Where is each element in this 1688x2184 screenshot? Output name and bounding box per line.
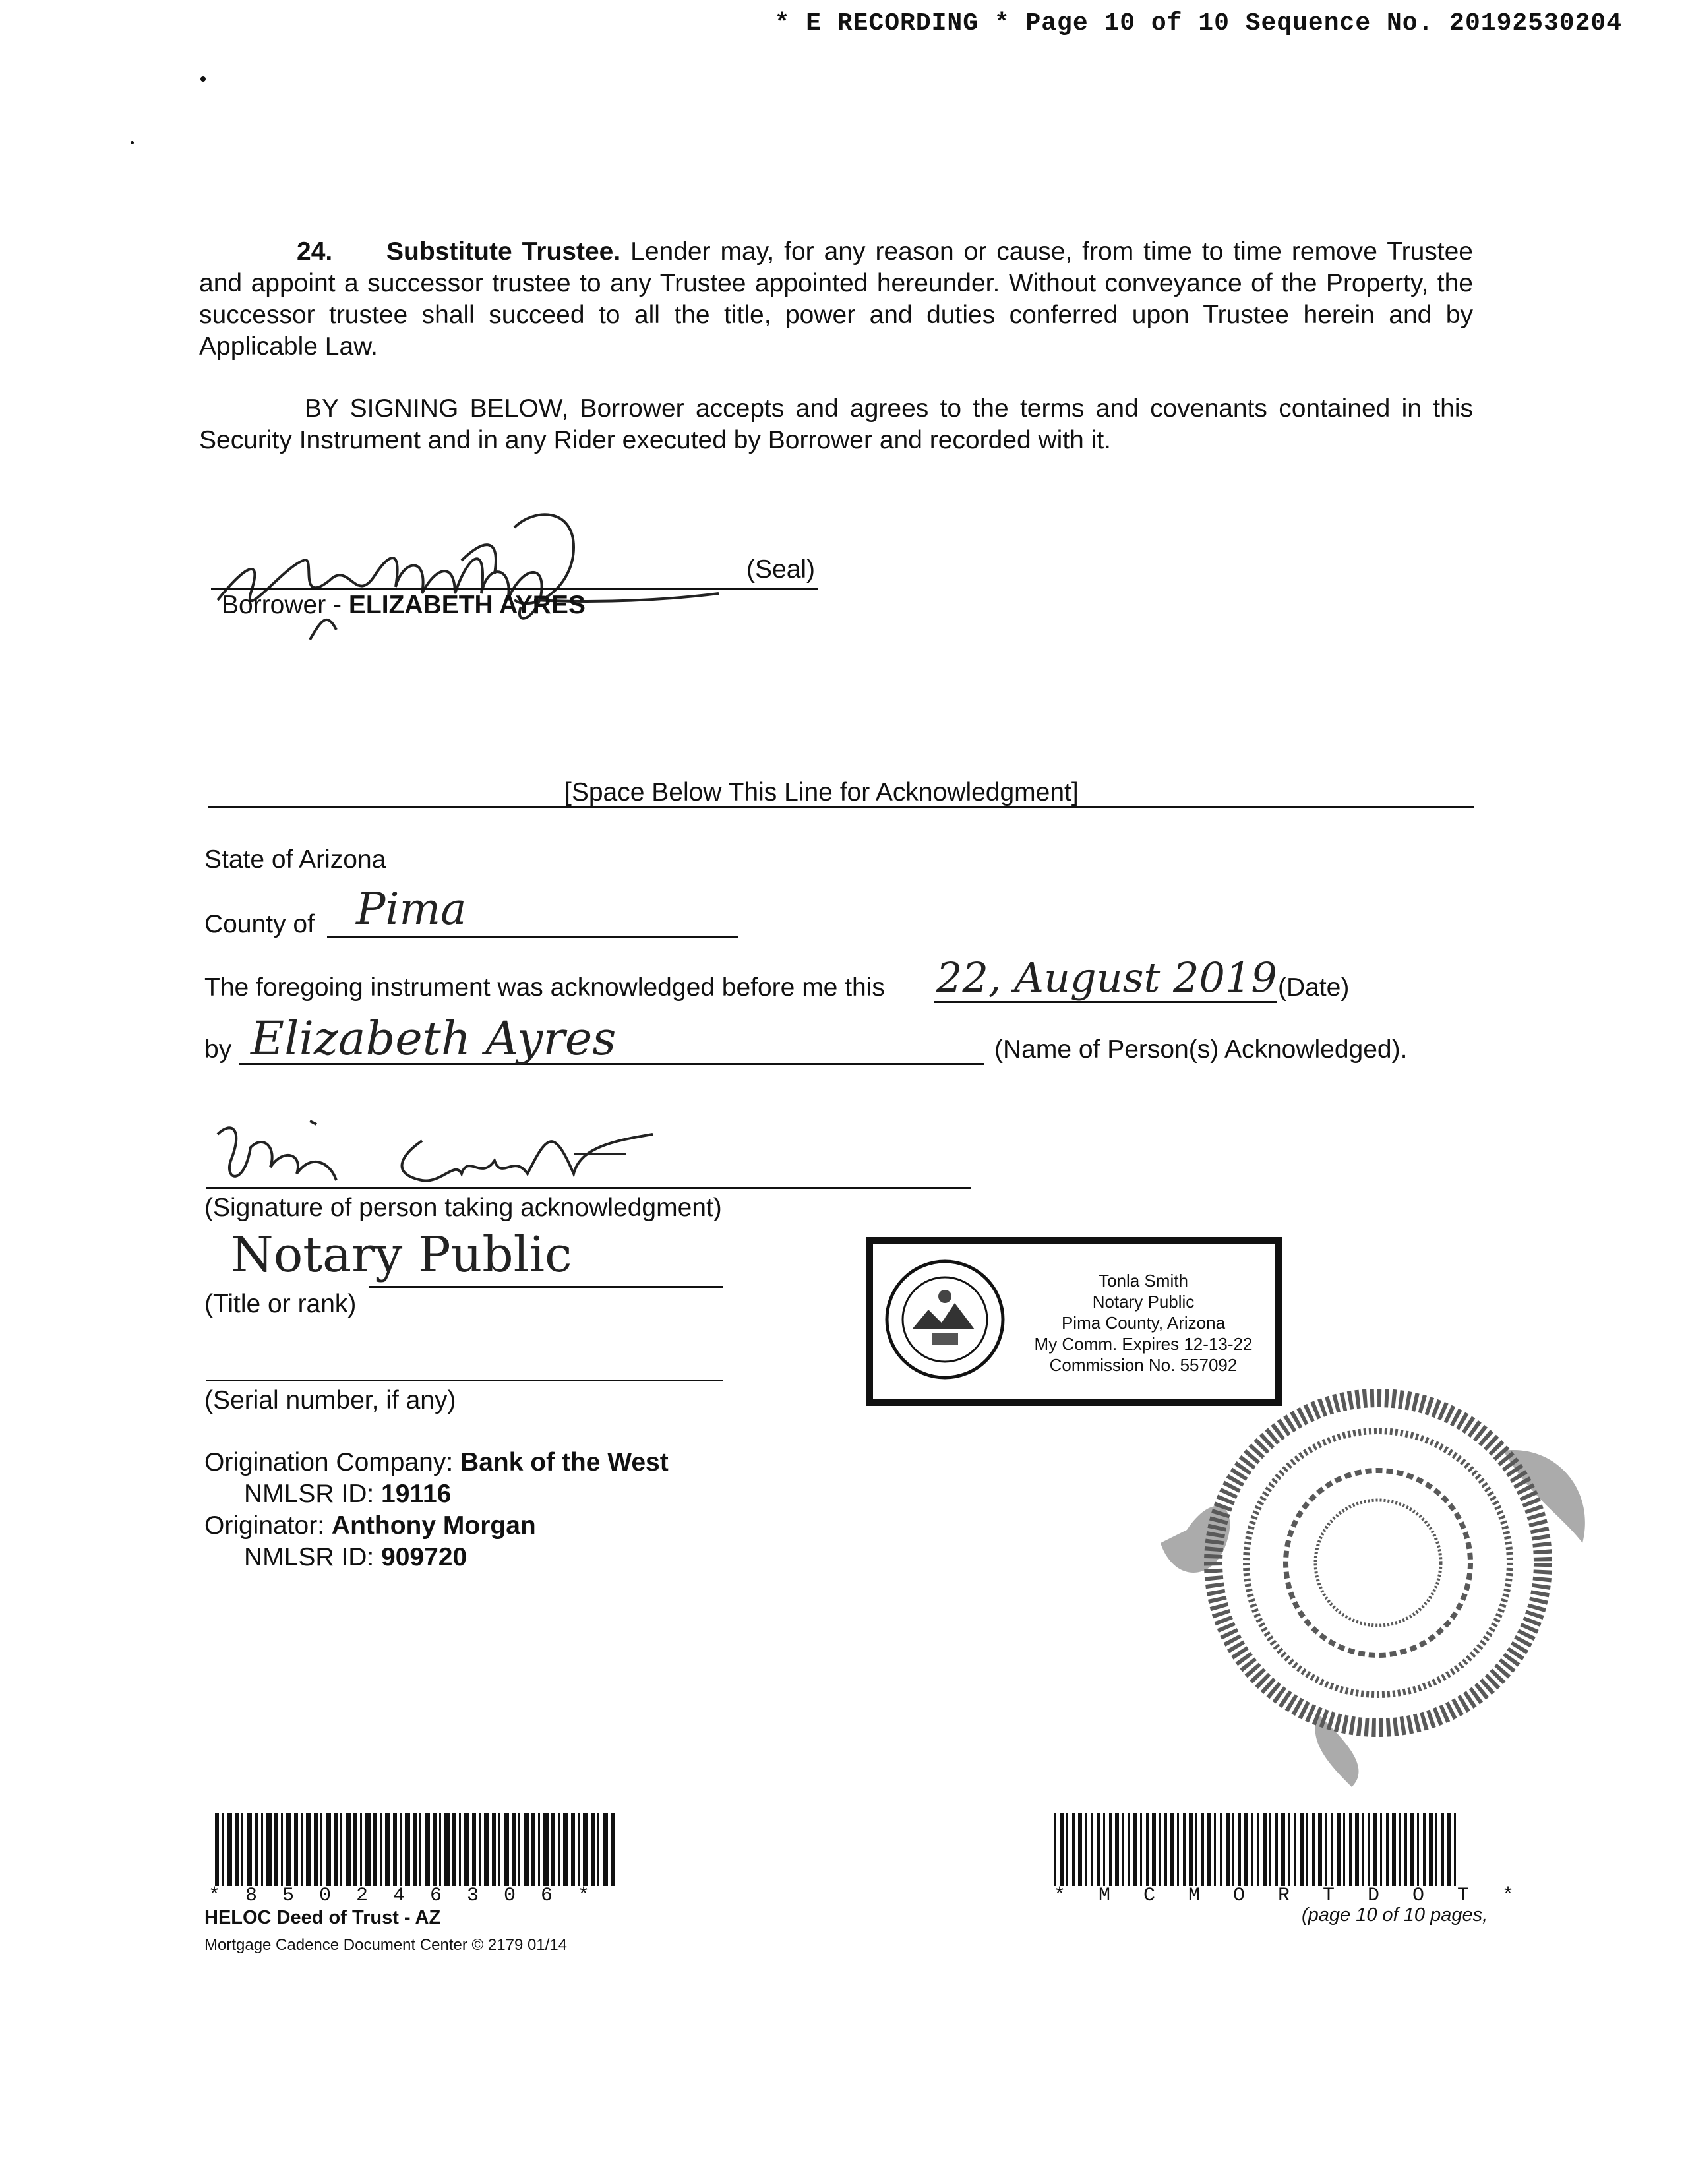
originator-nmlsr-value: 909720	[381, 1543, 467, 1571]
person-handwritten: Elizabeth Ayres	[251, 1012, 617, 1066]
origination-company-nmlsr-row	[244, 1480, 451, 1509]
originator-value: Anthony Morgan	[331, 1511, 536, 1540]
origination-company-row	[204, 1448, 669, 1477]
company-nmlsr-value: 19116	[381, 1480, 452, 1508]
state-line: State of Arizona	[204, 845, 386, 874]
company-nmlsr-label: NMLSR ID:	[244, 1480, 375, 1508]
form-source: Mortgage Cadence Document Center © 2179 01/14	[204, 1936, 568, 1954]
originator-nmlsr-label: NMLSR ID:	[244, 1543, 375, 1571]
notary-signature	[204, 1108, 679, 1194]
person-label: (Name of Person(s) Acknowledged).	[994, 1035, 1408, 1064]
title-handwritten: Notary Public	[231, 1227, 572, 1283]
title-line	[369, 1286, 723, 1288]
form-name: HELOC Deed of Trust - AZ	[204, 1907, 441, 1928]
notary-county: Pima County, Arizona	[1061, 1313, 1226, 1333]
originator-label: Originator:	[204, 1511, 325, 1540]
section-number: 24.	[297, 237, 333, 266]
title-label: (Title or rank)	[204, 1290, 357, 1318]
notary-title: Notary Public	[1092, 1292, 1195, 1312]
notary-embossed-seal	[1134, 1345, 1622, 1794]
arizona-state-seal-icon	[882, 1257, 1008, 1382]
county-label: County of	[204, 910, 315, 938]
origination-company-label: Origination Company:	[204, 1448, 454, 1476]
notary-signature-line	[206, 1187, 971, 1189]
recording-header: * E RECORDING * Page 10 of 10 Sequence No. 20192530204	[774, 9, 1622, 38]
signature-label: (Signature of person taking acknowledgment)	[204, 1194, 722, 1222]
borrower-label	[222, 591, 586, 620]
page-note: (page 10 of 10 pages,	[1302, 1904, 1488, 1926]
notary-name: Tonla Smith	[1099, 1271, 1188, 1290]
section-title: Substitute Trustee.	[386, 237, 621, 266]
section-24-paragraph	[199, 236, 1473, 363]
scan-speck	[131, 141, 134, 144]
section-body: Lender may, for any reason or cause, from time to time remove Trustee and appoint a successor trustee to any Trustee appointed hereunder. Without conveyance of the Property, the successor trustee shall succeed to all the title, power and duties conferred upon Trustee herein and by Applicable Law.	[199, 237, 1473, 361]
notary-commission: Commission No. 557092	[1049, 1355, 1238, 1375]
barcode-left-text: * 8 5 0 2 4 6 3 0 6 *	[208, 1885, 597, 1907]
barcode-left	[215, 1813, 617, 1886]
county-line	[327, 936, 738, 938]
scan-speck	[200, 76, 206, 82]
acknowledgment-divider-label: [Space Below This Line for Acknowledgment]	[564, 778, 1079, 806]
county-handwritten: Pima	[356, 884, 467, 934]
serial-line	[206, 1380, 723, 1381]
serial-label: (Serial number, if any)	[204, 1386, 456, 1414]
barcode-right	[1054, 1813, 1456, 1886]
signing-statement: BY SIGNING BELOW, Borrower accepts and agrees to the terms and covenants contained in this Security Instrument and in any Rider executed by Borrower and recorded with it.	[199, 394, 1473, 454]
origination-company-value: Bank of the West	[460, 1448, 669, 1476]
borrower-name: ELIZABETH AYRES	[348, 591, 586, 619]
foregoing-text: The foregoing instrument was acknowledged before me this	[204, 973, 885, 1002]
seal-label: (Seal)	[746, 555, 816, 584]
date-label: (Date)	[1278, 973, 1350, 1002]
date-handwritten: 22, August 2019	[936, 954, 1277, 1002]
notary-expires: My Comm. Expires 12-13-22	[1034, 1334, 1253, 1354]
originator-nmlsr-row	[244, 1543, 467, 1572]
barcode-right-text: * M C M O R T D O T *	[1054, 1885, 1525, 1907]
originator-row	[204, 1511, 536, 1540]
by-label: by	[204, 1035, 232, 1064]
borrower-label-text: Borrower -	[222, 591, 342, 619]
borrower-signature-line	[211, 588, 818, 590]
